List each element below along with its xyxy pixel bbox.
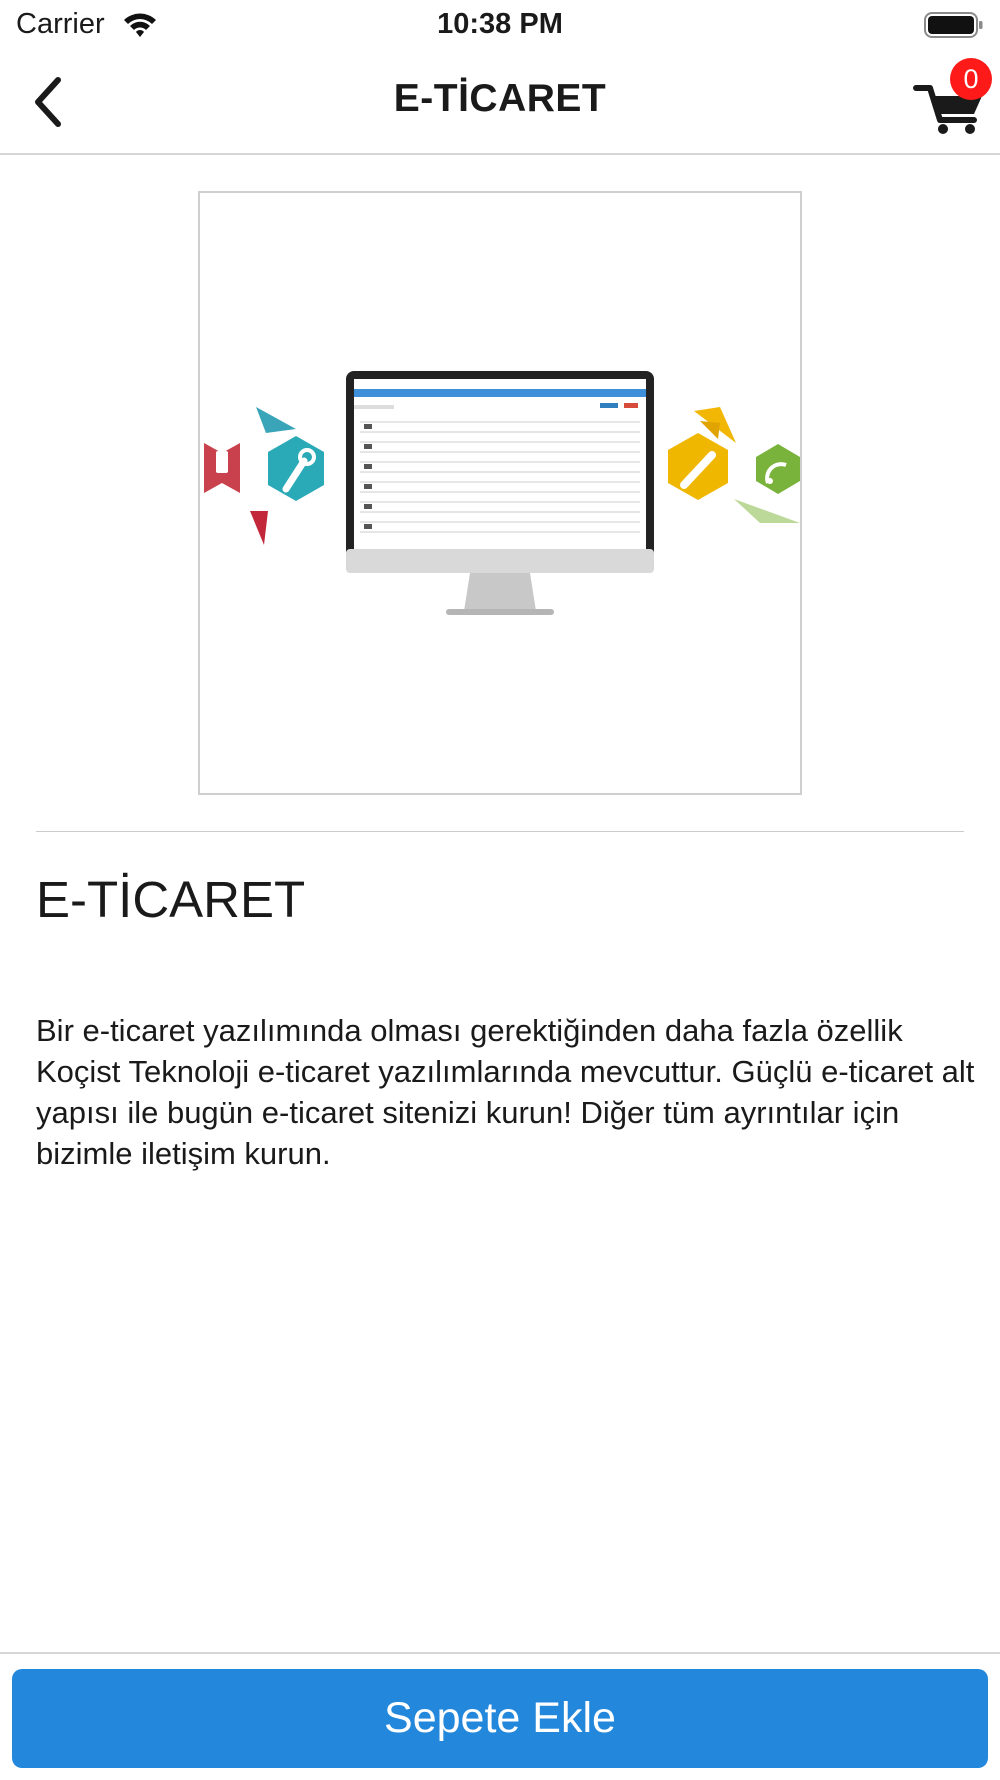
- ecommerce-dashboard-illustration: [200, 193, 800, 793]
- navigation-bar: [0, 52, 1000, 155]
- product-image: [198, 191, 802, 795]
- add-to-cart-button[interactable]: Sepete Ekle: [12, 1669, 988, 1768]
- divider: [36, 831, 964, 832]
- status-time: 10:38 PM: [437, 8, 563, 40]
- product-description: Bir e-ticaret yazılımında olması gerektiğinden daha fazla özellik Koçist Teknoloji e-ticaret yazılımlarında mevcuttur. Güçlü e-ticaret alt yapısı ile bugün e-ticaret sitenizi kurun! Diğer tüm ayrıntılar için bizimle iletişim kurun.: [36, 1013, 975, 1171]
- battery-full-icon: [924, 11, 984, 44]
- page-title: E-TİCARET: [393, 77, 607, 120]
- cart-count-badge: 0: [950, 58, 992, 100]
- status-bar: [0, 0, 1000, 52]
- carrier-label: Carrier: [16, 8, 105, 40]
- footer-bar: [0, 1652, 1000, 1780]
- product-title: E-TİCARET: [36, 871, 306, 928]
